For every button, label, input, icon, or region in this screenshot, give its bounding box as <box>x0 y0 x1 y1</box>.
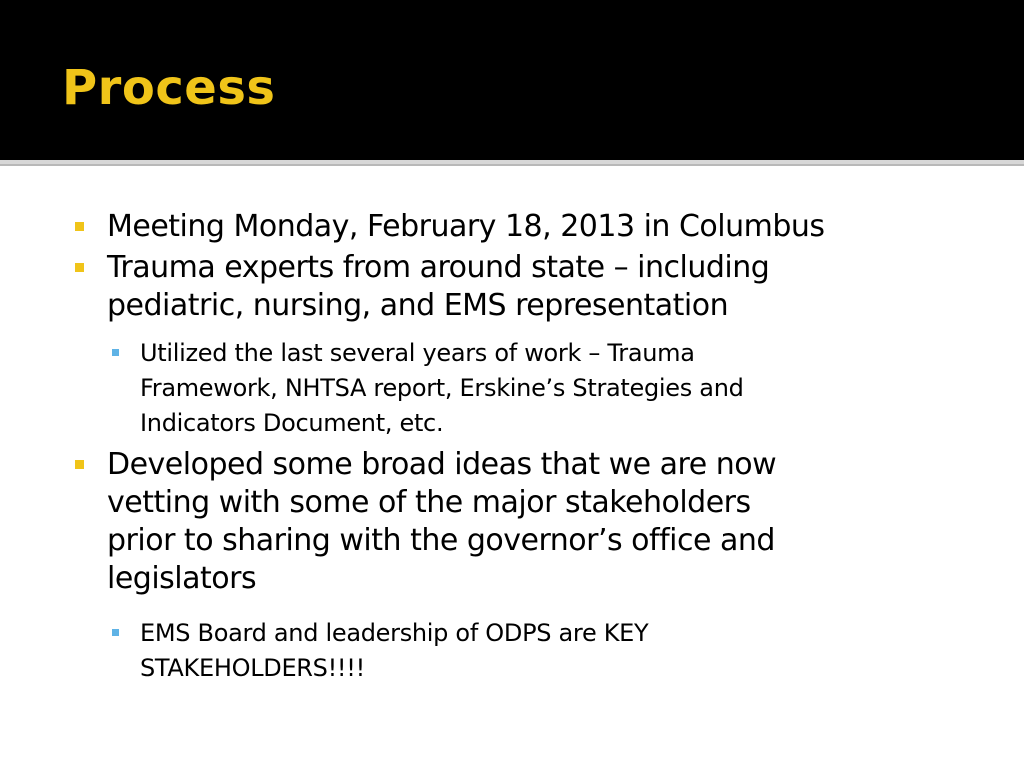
bullet-square-icon <box>75 222 84 231</box>
bullet-text <box>107 249 987 325</box>
sub-bullet-text <box>140 336 960 441</box>
title-bar <box>0 0 1024 160</box>
bullet-line: Framework, NHTSA report, Erskine’s Strategies and <box>140 374 744 402</box>
bullet-line: EMS Board and leadership of ODPS are KEY <box>140 619 649 647</box>
slide-title: Process <box>62 60 276 116</box>
bullet-line: Trauma experts from around state – including <box>107 250 770 285</box>
sub-bullet-text <box>140 616 960 686</box>
bullet-line: prior to sharing with the governor’s office and <box>107 523 775 558</box>
bullet-line: vetting with some of the major stakeholders <box>107 485 751 520</box>
bullet-line: Indicators Document, etc. <box>140 409 444 437</box>
bullet-line: Developed some broad ideas that we are now <box>107 447 777 482</box>
sub-bullet-square-icon <box>112 629 119 636</box>
bullet-text <box>107 208 987 246</box>
bullet-text <box>107 446 987 598</box>
bullet-line: Meeting Monday, February 18, 2013 in Columbus <box>107 209 825 244</box>
sub-bullet-square-icon <box>112 349 119 356</box>
bullet-line: STAKEHOLDERS!!!! <box>140 654 365 682</box>
bullet-line: pediatric, nursing, and EMS representation <box>107 288 729 323</box>
bullet-square-icon <box>75 460 84 469</box>
slide-body <box>0 166 1024 768</box>
bullet-line: legislators <box>107 561 257 596</box>
bullet-square-icon <box>75 263 84 272</box>
bullet-line: Utilized the last several years of work – Trauma <box>140 339 695 367</box>
